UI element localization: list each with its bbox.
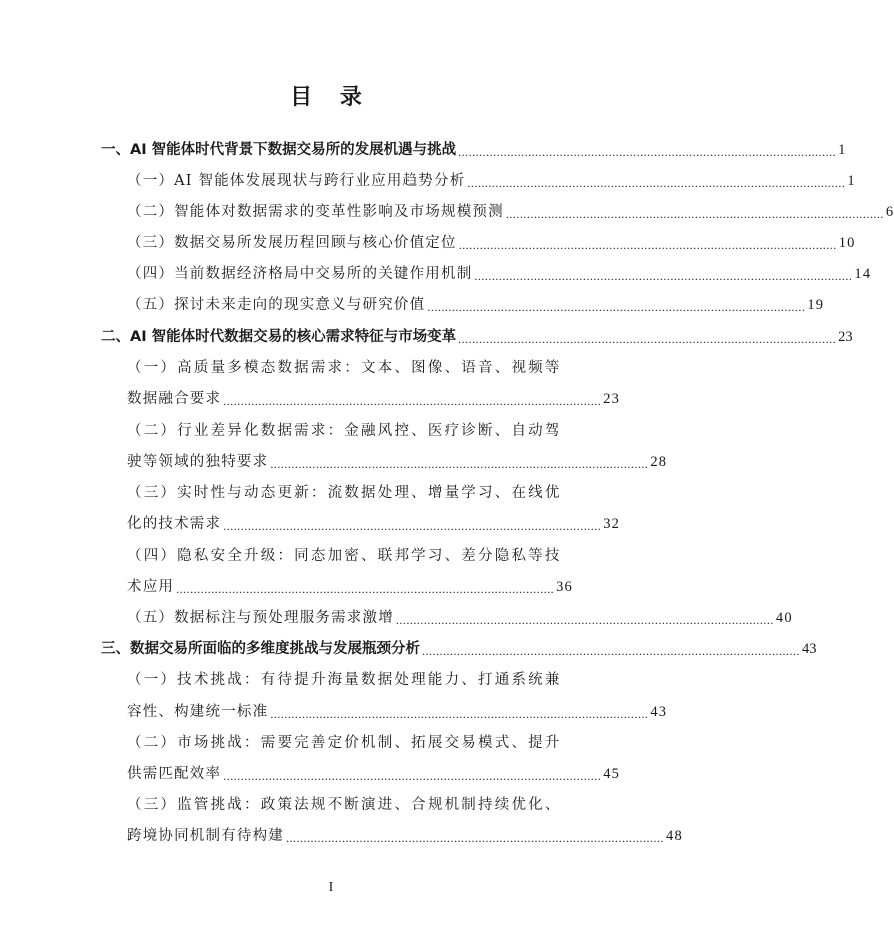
toc-page-number: 23 xyxy=(838,329,853,345)
leader-dots: ............................................................................................................ xyxy=(458,145,837,159)
toc-entry-2-2[interactable] xyxy=(127,452,668,472)
leader-dots: ............................................................................................................ xyxy=(422,644,800,658)
toc-entry-3-2-line1[interactable]: （二）市场挑战：需要完善定价机制、拓展交易模式、提升 xyxy=(127,735,561,751)
leader-dots: ............................................................................................................ xyxy=(505,207,884,221)
toc-entry-title: 术应用 xyxy=(127,579,175,595)
toc-page-number: 28 xyxy=(650,454,668,470)
toc-page-number: 19 xyxy=(807,297,825,313)
toc-entry-title: 二、AI 智能体时代数据交易的核心需求特征与市场变革 xyxy=(101,329,457,345)
leader-dots: ............................................................................................................ xyxy=(458,332,837,346)
toc-entry-3-2[interactable] xyxy=(127,764,621,784)
leader-dots: ............................................................................................................ xyxy=(474,269,853,283)
leader-dots: ............................................................................................................ xyxy=(223,769,602,783)
toc-page-number: 43 xyxy=(650,704,668,720)
toc-entry-title: 驶等领域的独特要求 xyxy=(127,454,269,470)
leader-dots: ............................................................................................................ xyxy=(270,457,649,471)
leader-dots: ............................................................................................................ xyxy=(270,707,649,721)
toc-page-number: 45 xyxy=(603,766,621,782)
toc-entry-title: （一）AI 智能体发展现状与跨行业应用趋势分析 xyxy=(127,173,466,189)
toc-page-number: 6 xyxy=(885,204,894,220)
toc-entry-title: 跨境协同机制有待构建 xyxy=(127,828,284,844)
toc-entry-title: （五）数据标注与预处理服务需求激增 xyxy=(127,610,394,626)
toc-entry-section-1[interactable] xyxy=(101,140,846,160)
toc-entry-section-2[interactable] xyxy=(101,327,853,347)
toc-page-number: 1 xyxy=(838,142,846,158)
toc-page-number: 14 xyxy=(854,266,872,282)
toc-entry-3-1-line1[interactable]: （一）技术挑战：有待提升海量数据处理能力、打通系统兼 xyxy=(127,672,561,688)
toc-entry-3-1[interactable] xyxy=(127,702,668,722)
toc-entry-title: 数据融合要求 xyxy=(127,391,222,407)
toc-entry-section-3[interactable] xyxy=(101,639,817,659)
toc-entry-2-5[interactable] xyxy=(127,608,793,628)
toc-entry-title: （二）智能体对数据需求的变革性影响及市场规模预测 xyxy=(127,204,504,220)
toc-entry-title: 化的技术需求 xyxy=(127,516,222,532)
leader-dots: ............................................................................................................ xyxy=(427,300,806,314)
toc-entry-2-1[interactable] xyxy=(127,389,621,409)
leader-dots: ............................................................................................................ xyxy=(467,176,846,190)
toc-entry-1-3[interactable] xyxy=(127,233,856,253)
toc-entry-2-2-line1[interactable]: （二）行业差异化数据需求：金融风控、医疗诊断、自动驾 xyxy=(127,423,561,439)
toc-page-number: 10 xyxy=(838,235,856,251)
toc-entry-2-4-line1[interactable]: （四）隐私安全升级：同态加密、联邦学习、差分隐私等技 xyxy=(127,548,561,564)
toc-page-number: 1 xyxy=(847,173,856,189)
toc-entry-1-4[interactable] xyxy=(127,264,872,284)
toc-entry-2-1-line1[interactable]: （一）高质量多模态数据需求：文本、图像、语音、视频等 xyxy=(127,360,561,376)
leader-dots: ............................................................................................................ xyxy=(458,238,837,252)
toc-entry-title: （四）当前数据经济格局中交易所的关键作用机制 xyxy=(127,266,473,282)
toc-entry-2-4[interactable] xyxy=(127,577,574,597)
toc-entry-1-1[interactable] xyxy=(127,171,856,191)
toc-page-number: 36 xyxy=(556,579,574,595)
toc-entry-3-3[interactable] xyxy=(127,826,683,846)
leader-dots: ............................................................................................................ xyxy=(286,831,664,845)
toc-entry-1-5[interactable] xyxy=(127,295,825,315)
toc-page-number: 48 xyxy=(666,828,683,844)
toc-entry-title: 容性、构建统一标准 xyxy=(127,704,269,720)
toc-page-number: 40 xyxy=(775,610,793,626)
leader-dots: ............................................................................................................ xyxy=(223,519,602,533)
toc-entry-title: （五）探讨未来走向的现实意义与研究价值 xyxy=(127,297,426,313)
leader-dots: ............................................................................................................ xyxy=(176,582,555,596)
toc-entry-title: 三、数据交易所面临的多维度挑战与发展瓶颈分析 xyxy=(101,641,420,657)
page-title: 目 录 xyxy=(290,84,372,110)
leader-dots: ............................................................................................................ xyxy=(395,613,774,627)
toc-entry-title: （三）数据交易所发展历程回顾与核心价值定位 xyxy=(127,235,457,251)
toc-entry-2-3[interactable] xyxy=(127,514,621,534)
toc-page-number: 43 xyxy=(802,641,817,657)
page-footer-number: I xyxy=(328,880,334,895)
toc-page-number: 23 xyxy=(603,391,621,407)
toc-entry-2-3-line1[interactable]: （三）实时性与动态更新：流数据处理、增量学习、在线优 xyxy=(127,485,561,501)
toc-entry-title: 一、AI 智能体时代背景下数据交易所的发展机遇与挑战 xyxy=(101,142,457,158)
toc-entry-title: 供需匹配效率 xyxy=(127,766,222,782)
toc-page-number: 32 xyxy=(603,516,621,532)
leader-dots: ............................................................................................................ xyxy=(223,394,602,408)
toc-entry-3-3-line1[interactable]: （三）监管挑战：政策法规不断演进、合规机制持续优化、 xyxy=(127,797,561,813)
toc-entry-1-2[interactable] xyxy=(127,202,894,222)
